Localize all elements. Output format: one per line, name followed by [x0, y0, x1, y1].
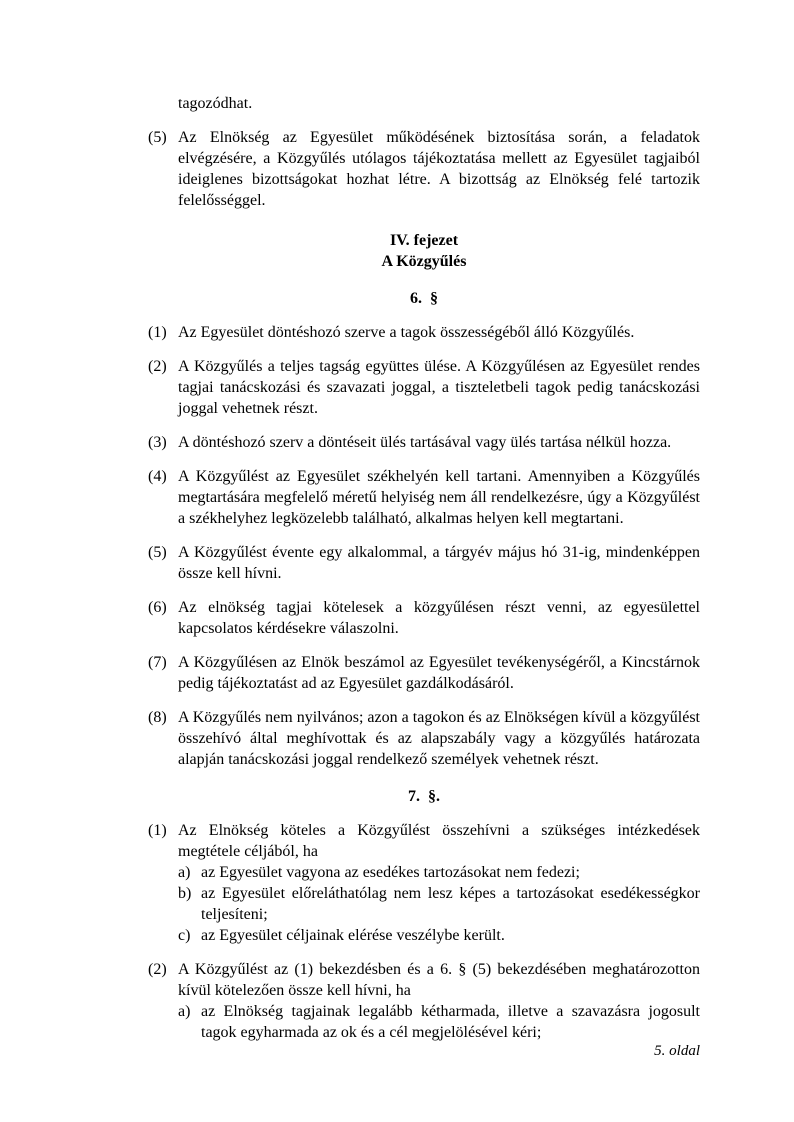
clause-number: (1) — [148, 324, 167, 341]
chapter-heading — [148, 230, 700, 272]
clause-text: A döntéshozó szerv a döntéseit ülés tartásával vagy ülés tartása nélkül hozza. — [178, 434, 672, 451]
subclause-7-1-c — [178, 925, 700, 946]
clause-number: (2) — [148, 358, 167, 375]
clause-6-7 — [148, 652, 700, 694]
clause-text: A Közgyűlést évente egy alkalommal, a tárgyév május hó 31-ig, mindenképpen össze kell hívni. — [178, 544, 700, 582]
subclause-7-1-a — [178, 862, 700, 883]
clause-text: Az elnökség tagjai kötelesek a közgyűlésen részt venni, az egyesülettel kapcsolatos kérdésekre válaszolni. — [178, 599, 700, 637]
clause-6-2 — [148, 356, 700, 419]
clause-text: Az Egyesület döntéshozó szerve a tagok összességéből álló Közgyűlés. — [178, 324, 635, 341]
clause-text: Az Elnökség az Egyesület működésének biztosítása során, a feladatok elvégzésére, a Közgyűlés utólagos tájékoztatása mellett az Egyesület tagjaiból ideiglenes bizottságokat hozhat létre. A bizottság az Elnökség felé tartozik felelősséggel. — [178, 129, 700, 209]
section-6-heading: 6. § — [410, 290, 438, 307]
subclause-label: a) — [178, 864, 191, 881]
chapter-title-line: A Közgyűlés — [381, 253, 467, 270]
clause-text: A Közgyűlés a teljes tagság együttes ülése. A Közgyűlésen az Egyesület rendes tagjai tanácskozási és szavazati joggal, a tiszteletbeli tagok pedig tanácskozási joggal vehetnek részt. — [178, 358, 700, 417]
paragraph-continuation: tagozódhat. — [178, 95, 253, 112]
clause-6-5 — [148, 542, 700, 584]
subclause-label: a) — [178, 1003, 191, 1020]
clause-number: (6) — [148, 599, 167, 616]
subclause-text: az Elnökség tagjainak legalább kétharmada, illetve a szavazásra jogosult tagok egyharmada az ok és a cél megjelölésével kéri; — [201, 1003, 700, 1041]
subclause-7-1-b — [178, 883, 700, 925]
clause-6-6 — [148, 597, 700, 639]
clause-6-1 — [148, 322, 700, 343]
subclause-text: az Egyesület előreláthatólag nem lesz képes a tartozásokat esedékességkor teljesíteni; — [201, 885, 700, 923]
clause-text: A Közgyűlést az Egyesület székhelyén kell tartani. Amennyiben a Közgyűlés megtartására megfelelő méretű helyiség nem áll rendelkezésre, úgy a Közgyűlést a székhelyhez legközelebb található, alkalmas helyen kell megtartani. — [178, 468, 700, 527]
chapter-number-line: IV. fejezet — [389, 232, 459, 249]
clause-body — [178, 820, 700, 946]
subclause-label: c) — [178, 927, 191, 944]
clause-number: (5) — [148, 129, 167, 146]
clause-number: (1) — [148, 822, 167, 839]
clause-text: A Közgyűlésen az Elnök beszámol az Egyesület tevékenységéről, a Kincstárnok pedig tájékoztatást ad az Egyesület gazdálkodásáról. — [178, 654, 700, 692]
clause-text: Az Elnökség köteles a Közgyűlést összehívni a szükséges intézkedések megtétele céljából, ha — [178, 822, 700, 860]
clause-body — [178, 959, 700, 1043]
page-number: 5. oldal — [654, 1043, 700, 1059]
subclause-text: az Egyesület céljainak elérése veszélybe került. — [201, 927, 505, 944]
document-content — [148, 93, 700, 1043]
clause-number: (2) — [148, 961, 167, 978]
clause-text: A Közgyűlést az (1) bekezdésben és a 6. § (5) bekezdésében meghatározotton kívül kötelezően össze kell hívni, ha — [178, 961, 700, 999]
clause-6-4 — [148, 466, 700, 529]
clause-number: (7) — [148, 654, 167, 671]
section-7-heading: 7. §. — [408, 788, 440, 805]
clause-7-2 — [148, 959, 700, 1043]
clause-number: (5) — [148, 544, 167, 561]
clause-intro-5 — [148, 127, 700, 211]
clause-number: (4) — [148, 468, 167, 485]
subclause-text: az Egyesület vagyona az esedékes tartozásokat nem fedezi; — [201, 864, 580, 881]
subclause-label: b) — [178, 885, 192, 902]
clause-number: (8) — [148, 709, 167, 726]
clause-number: (3) — [148, 434, 167, 451]
clause-text: A Közgyűlés nem nyilvános; azon a tagokon és az Elnökségen kívül a közgyűlést összehívó által meghívottak és az alapszabály vagy a közgyűlés határozata alapján tanácskozási joggal rendelkező személyek vehetnek részt. — [178, 709, 700, 768]
clause-6-8 — [148, 707, 700, 770]
subclause-7-2-a — [178, 1001, 700, 1043]
clause-6-3 — [148, 432, 700, 453]
clause-7-1 — [148, 820, 700, 946]
